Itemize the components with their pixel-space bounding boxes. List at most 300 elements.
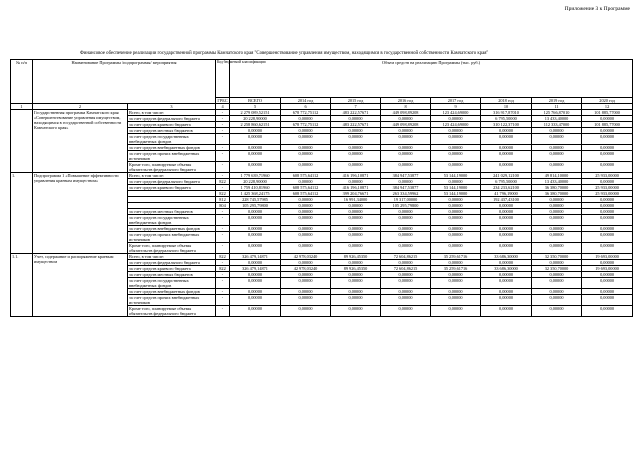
header-year: 2017 год xyxy=(431,98,481,104)
year-amount: 0,00000 xyxy=(582,215,633,226)
year-amount: 0,00000 xyxy=(431,295,481,306)
year-amount: 0,00000 xyxy=(381,289,431,295)
grbs-code: - xyxy=(216,162,230,173)
year-amount: 89 926,45350 xyxy=(331,266,381,272)
total-amount: 0,00000 xyxy=(230,162,281,173)
total-amount: 0,00000 xyxy=(230,215,281,226)
year-amount: 384 947,53877 xyxy=(381,185,431,191)
funding-source: Всего, в том числе: xyxy=(128,173,216,179)
year-amount: 0,00000 xyxy=(532,162,582,173)
funding-source: Кроме того, планируемые объемы обязательств федерального бюджета xyxy=(128,306,216,317)
column-index: 12 xyxy=(582,104,633,110)
funding-source: за счет средств краевого бюджета xyxy=(128,266,216,272)
year-amount: 0,00000 xyxy=(331,209,381,215)
total-amount: 326 479,14871 xyxy=(230,254,281,260)
column-index: 9 xyxy=(431,104,481,110)
year-amount: 0,00000 xyxy=(532,128,582,134)
year-amount: 608 575,64112 xyxy=(281,185,331,191)
year-amount: 0,00000 xyxy=(431,179,481,185)
year-amount: 0,00000 xyxy=(481,243,532,254)
year-amount: 0,00000 xyxy=(281,203,331,209)
year-amount: 608 575,64112 xyxy=(281,191,331,197)
year-amount: 0,00000 xyxy=(431,226,481,232)
year-amount: 42 978,03240 xyxy=(281,266,331,272)
year-amount: 0,00000 xyxy=(532,197,582,203)
grbs-code: - xyxy=(216,260,230,266)
year-amount: 72 604,86215 xyxy=(381,266,431,272)
year-amount: 0,00000 xyxy=(281,306,331,317)
year-amount: 0,00000 xyxy=(582,128,633,134)
year-amount: 0,00000 xyxy=(582,232,633,243)
year-amount: 53 144,19000 xyxy=(431,185,481,191)
total-amount: 0,00000 xyxy=(230,243,281,254)
year-amount: 0,00000 xyxy=(281,128,331,134)
funding-source: за счет средств федерального бюджета xyxy=(128,179,216,185)
year-amount: 0,00000 xyxy=(582,197,633,203)
row-number: 1. xyxy=(11,173,33,254)
year-amount: 0,00000 xyxy=(431,162,481,173)
header-year: 2015 год xyxy=(331,98,381,104)
year-amount: 0,00000 xyxy=(532,243,582,254)
total-amount: 1 425 368,24175 xyxy=(230,191,281,197)
year-amount: 0,00000 xyxy=(532,295,582,306)
year-amount: 0,00000 xyxy=(281,162,331,173)
year-amount: 0,00000 xyxy=(431,134,481,145)
year-amount: 0,00000 xyxy=(582,295,633,306)
year-amount: 0,00000 xyxy=(481,306,532,317)
funding-source: Всего, в том числе: xyxy=(128,110,216,116)
grbs-code: - xyxy=(216,295,230,306)
year-amount: 0,00000 xyxy=(582,162,633,173)
document-title: Финансовое обеспечение реализации государственной программы Камчатского края "Совершенствование управления имуществом, находящимся в государственной собственности Камчатского края" xyxy=(80,51,489,56)
header-name: Наименование Программы /подпрограммы/ мероприятия xyxy=(33,60,216,104)
column-index: 7 xyxy=(331,104,381,110)
year-amount: 0,00000 xyxy=(381,306,431,317)
header-num: № п/п xyxy=(11,60,33,104)
year-amount: 0,00000 xyxy=(582,179,633,185)
grbs-code: - xyxy=(216,278,230,289)
funding-source: за счет средств государственных внебюджетных фондов xyxy=(128,134,216,145)
funding-source: за счет средств местных бюджетов xyxy=(128,272,216,278)
funding-source: за счет средств внебюджетных фондов xyxy=(128,289,216,295)
year-amount: 0,00000 xyxy=(381,151,431,162)
column-index: 11 xyxy=(532,104,582,110)
year-amount: 0,00000 xyxy=(481,151,532,162)
year-amount: 0,00000 xyxy=(582,260,633,266)
funding-source: за счет средств федерального бюджета xyxy=(128,260,216,266)
year-amount: 483 222,57671 xyxy=(331,110,381,116)
grbs-code: - xyxy=(216,122,230,128)
year-amount: 0,00000 xyxy=(532,289,582,295)
year-amount: 0,00000 xyxy=(431,116,481,122)
year-amount: 0,00000 xyxy=(582,145,633,151)
year-amount: 0,00000 xyxy=(582,134,633,145)
year-amount: 125 766,87010 xyxy=(532,110,582,116)
header-code: Код бюджетной классификации xyxy=(216,60,230,98)
row-number xyxy=(11,110,33,173)
grbs-code: - xyxy=(216,128,230,134)
year-amount: 0,00000 xyxy=(281,295,331,306)
year-amount: 0,00000 xyxy=(281,179,331,185)
header-volume: Объем средств на реализацию Программы (тыс. руб.) xyxy=(230,60,633,98)
year-amount: 0,00000 xyxy=(481,295,532,306)
year-amount: 0,00000 xyxy=(532,151,582,162)
year-amount: 0,00000 xyxy=(381,232,431,243)
year-amount: 32 350,70000 xyxy=(532,266,582,272)
year-amount: 49 814,10000 xyxy=(532,173,582,179)
year-amount: 0,00000 xyxy=(381,243,431,254)
grbs-code: - xyxy=(216,110,230,116)
year-amount: 0,00000 xyxy=(381,278,431,289)
year-amount: 0,00000 xyxy=(331,215,381,226)
year-amount: 0,00000 xyxy=(481,215,532,226)
year-amount: 0,00000 xyxy=(381,128,431,134)
year-amount: 0,00000 xyxy=(381,209,431,215)
total-amount: 105 295,79800 xyxy=(230,203,281,209)
grbs-code: 822 xyxy=(216,254,230,260)
year-amount: 0,00000 xyxy=(431,209,481,215)
year-amount: 0,00000 xyxy=(582,203,633,209)
total-amount: 0,00000 xyxy=(230,145,281,151)
year-amount: 0,00000 xyxy=(582,209,633,215)
funding-source: за счет средств внебюджетных фондов xyxy=(128,226,216,232)
year-amount: 263 334,59962 xyxy=(381,191,431,197)
year-amount: 89 926,45350 xyxy=(331,254,381,260)
year-amount: 0,00000 xyxy=(582,226,633,232)
header-year: 2020 год xyxy=(582,98,633,104)
year-amount: 53 144,19000 xyxy=(431,191,481,197)
grbs-code: - xyxy=(216,173,230,179)
year-amount: 0,00000 xyxy=(381,179,431,185)
year-amount: 0,00000 xyxy=(331,295,381,306)
year-amount: 33 686,30000 xyxy=(481,266,532,272)
year-amount: 53 144,19000 xyxy=(431,173,481,179)
grbs-code: 812 xyxy=(216,197,230,203)
year-amount: 241 029,12100 xyxy=(481,173,532,179)
year-amount: 449 098,89208 xyxy=(381,110,431,116)
funding-source: за счет средств прочих внебюджетных источников xyxy=(128,151,216,162)
year-amount: 35 259,61716 xyxy=(431,254,481,260)
grbs-code: - xyxy=(216,151,230,162)
year-amount: 0,00000 xyxy=(532,226,582,232)
program-name: Подпрограмма 1 «Повышение эффективности управления краевым имуществом» xyxy=(33,173,128,254)
header-year: 2014 год xyxy=(281,98,331,104)
year-amount: 234 233,62100 xyxy=(481,185,532,191)
year-amount: 192 437,43100 xyxy=(481,197,532,203)
year-amount: 0,00000 xyxy=(381,145,431,151)
year-amount: 678 772,75112 xyxy=(281,110,331,116)
year-amount: 0,00000 xyxy=(331,278,381,289)
year-amount: 0,00000 xyxy=(481,278,532,289)
year-amount: 0,00000 xyxy=(532,306,582,317)
year-amount: 416 196,10871 xyxy=(331,185,381,191)
year-amount: 0,00000 xyxy=(431,289,481,295)
column-index: 8 xyxy=(381,104,431,110)
year-amount: 0,00000 xyxy=(481,209,532,215)
year-amount: 101 885,77000 xyxy=(582,122,633,128)
year-amount: 0,00000 xyxy=(481,272,532,278)
year-amount: 0,00000 xyxy=(281,215,331,226)
year-amount: 0,00000 xyxy=(481,232,532,243)
total-amount: 0,00000 xyxy=(230,151,281,162)
year-amount: 16 991,34000 xyxy=(331,197,381,203)
funding-source: за счет средств внебюджетных фондов xyxy=(128,145,216,151)
column-index: 3 xyxy=(128,104,216,110)
total-amount: 20 228,90000 xyxy=(230,179,281,185)
year-amount: 316 917,87010 xyxy=(481,110,532,116)
year-amount: 0,00000 xyxy=(481,226,532,232)
grbs-code: - xyxy=(216,185,230,191)
year-amount: 0,00000 xyxy=(582,306,633,317)
year-amount: 0,00000 xyxy=(532,232,582,243)
year-amount: 0,00000 xyxy=(431,243,481,254)
year-amount: 25 933,00000 xyxy=(582,173,633,179)
year-amount: 0,00000 xyxy=(331,306,381,317)
year-amount: 0,00000 xyxy=(431,203,481,209)
grbs-code: - xyxy=(216,272,230,278)
funding-source: Всего, в том числе: xyxy=(128,254,216,260)
total-amount: 20 228,90000 xyxy=(230,116,281,122)
year-amount: 0,00000 xyxy=(281,260,331,266)
year-amount: 0,00000 xyxy=(281,243,331,254)
grbs-code: - xyxy=(216,243,230,254)
grbs-code: - xyxy=(216,209,230,215)
grbs-code: 822 xyxy=(216,266,230,272)
year-amount: 0,00000 xyxy=(331,203,381,209)
funding-source: за счет средств государственных внебюджетных фондов xyxy=(128,278,216,289)
grbs-code: - xyxy=(216,116,230,122)
year-amount: 0,00000 xyxy=(431,215,481,226)
row-number: 1.1. xyxy=(11,254,33,317)
funding-source: за счет средств краевого бюджета xyxy=(128,185,216,191)
program-name: Учет, содержание и распоряжение краевым имуществом xyxy=(33,254,128,317)
funding-source: за счет средств прочих внебюджетных источников xyxy=(128,295,216,306)
year-amount: 0,00000 xyxy=(481,145,532,151)
year-amount: 32 350,70000 xyxy=(532,254,582,260)
year-amount: 0,00000 xyxy=(481,289,532,295)
funding-source: за счет средств государственных внебюджетных фондов xyxy=(128,215,216,226)
funding-source: за счет средств краевого бюджета xyxy=(128,122,216,128)
year-amount: 0,00000 xyxy=(281,151,331,162)
year-amount: 0,00000 xyxy=(431,232,481,243)
year-amount: 483 222,57671 xyxy=(331,122,381,128)
year-amount: 0,00000 xyxy=(582,289,633,295)
financing-table xyxy=(10,59,633,317)
year-amount: 0,00000 xyxy=(481,134,532,145)
year-amount: 0,00000 xyxy=(331,260,381,266)
funding-source: за счет средств местных бюджетов xyxy=(128,209,216,215)
grbs-code: 822 xyxy=(216,191,230,197)
year-amount: 0,00000 xyxy=(281,209,331,215)
year-amount: 0,00000 xyxy=(481,260,532,266)
year-amount: 0,00000 xyxy=(532,134,582,145)
year-amount: 105 295,79800 xyxy=(381,203,431,209)
header-year: 2016 год xyxy=(381,98,431,104)
year-amount: 0,00000 xyxy=(281,134,331,145)
total-amount: 0,00000 xyxy=(230,260,281,266)
year-amount: 608 575,64112 xyxy=(281,173,331,179)
grbs-code: - xyxy=(216,134,230,145)
year-amount: 33 686,30000 xyxy=(481,254,532,260)
funding-source: за счет средств прочих внебюджетных источников xyxy=(128,232,216,243)
year-amount: 0,00000 xyxy=(582,116,633,122)
header-grbs: ГРБС xyxy=(217,98,228,103)
year-amount: 0,00000 xyxy=(582,243,633,254)
year-amount: 42 978,03240 xyxy=(281,254,331,260)
grbs-code: - xyxy=(216,145,230,151)
header-total: ВСЕГО xyxy=(230,98,281,104)
year-amount: 0,00000 xyxy=(381,162,431,173)
total-amount: 1 779 639,71960 xyxy=(230,173,281,179)
year-amount: 25 933,00000 xyxy=(582,185,633,191)
grbs-code: - xyxy=(216,306,230,317)
funding-source: за счет средств федерального бюджета xyxy=(128,116,216,122)
year-amount: 0,00000 xyxy=(331,179,381,185)
year-amount: 101 885,77000 xyxy=(582,110,633,116)
total-amount: 2 279 089,52151 xyxy=(230,110,281,116)
year-amount: 0,00000 xyxy=(281,226,331,232)
total-amount: 0,00000 xyxy=(230,226,281,232)
year-amount: 0,00000 xyxy=(381,295,431,306)
year-amount: 112 333,47000 xyxy=(532,122,582,128)
column-index: 10 xyxy=(481,104,532,110)
year-amount: 0,00000 xyxy=(281,232,331,243)
year-amount: 13 433,40000 xyxy=(532,179,582,185)
year-amount: 25 933,00000 xyxy=(582,191,633,197)
year-amount: 0,00000 xyxy=(281,272,331,278)
total-amount: 2 258 860,62151 xyxy=(230,122,281,128)
year-amount: 416 196,10871 xyxy=(331,173,381,179)
total-amount: 0,00000 xyxy=(230,295,281,306)
year-amount: 0,00000 xyxy=(281,145,331,151)
appendix-note: Приложение 3 к Программе xyxy=(564,6,630,12)
year-amount: 0,00000 xyxy=(281,278,331,289)
year-amount: 123 424,69000 xyxy=(431,110,481,116)
total-amount: 0,00000 xyxy=(230,306,281,317)
year-amount: 36 380,70000 xyxy=(532,191,582,197)
total-amount: 1 759 410,81960 xyxy=(230,185,281,191)
year-amount: 0,00000 xyxy=(381,226,431,232)
year-amount: 0,00000 xyxy=(381,116,431,122)
year-amount: 6 795,50000 xyxy=(481,179,532,185)
year-amount: 0,00000 xyxy=(331,162,381,173)
year-amount: 0,00000 xyxy=(331,272,381,278)
total-amount: 326 479,14871 xyxy=(230,266,281,272)
total-amount: 0,00000 xyxy=(230,289,281,295)
year-amount: 0,00000 xyxy=(431,151,481,162)
year-amount: 19 693,00000 xyxy=(582,266,633,272)
year-amount: 0,00000 xyxy=(532,203,582,209)
year-amount: 0,00000 xyxy=(481,162,532,173)
column-index: 6 xyxy=(281,104,331,110)
total-amount: 0,00000 xyxy=(230,128,281,134)
year-amount: 0,00000 xyxy=(331,151,381,162)
column-index: 1 xyxy=(11,104,33,110)
year-amount: 0,00000 xyxy=(431,306,481,317)
funding-source: Кроме того, планируемые объемы обязательств федерального бюджета xyxy=(128,243,216,254)
year-amount: 0,00000 xyxy=(582,272,633,278)
year-amount: 0,00000 xyxy=(431,272,481,278)
year-amount: 0,00000 xyxy=(331,145,381,151)
grbs-code: - xyxy=(216,226,230,232)
total-amount: 0,00000 xyxy=(230,278,281,289)
year-amount: 0,00000 xyxy=(381,272,431,278)
year-amount: 41 796,19000 xyxy=(481,191,532,197)
grbs-code: 804 xyxy=(216,203,230,209)
year-amount: 399 204,76671 xyxy=(331,191,381,197)
year-amount: 6 795,50000 xyxy=(481,116,532,122)
year-amount: 0,00000 xyxy=(381,260,431,266)
grbs-code: 822 xyxy=(216,179,230,185)
year-amount: 0,00000 xyxy=(331,243,381,254)
year-amount: 72 604,86215 xyxy=(381,254,431,260)
year-amount: 19 317,00000 xyxy=(381,197,431,203)
year-amount: 449 098,89208 xyxy=(381,122,431,128)
year-amount: 0,00000 xyxy=(331,128,381,134)
year-amount: 0,00000 xyxy=(431,197,481,203)
year-amount: 0,00000 xyxy=(532,215,582,226)
year-amount: 0,00000 xyxy=(582,278,633,289)
program-name: Государственная программа Камчатского края «Совершенствование управления имуществом, находящимся в государственной собственности Камчатского края» xyxy=(33,110,128,173)
year-amount: 0,00000 xyxy=(331,232,381,243)
year-amount: 35 259,61716 xyxy=(431,266,481,272)
year-amount: 0,00000 xyxy=(532,272,582,278)
total-amount: 0,00000 xyxy=(230,209,281,215)
year-amount: 36 380,70000 xyxy=(532,185,582,191)
year-amount: 0,00000 xyxy=(431,278,481,289)
table-body xyxy=(11,110,633,317)
year-amount: 0,00000 xyxy=(381,134,431,145)
column-index: 4 xyxy=(216,104,230,110)
total-amount: 0,00000 xyxy=(230,134,281,145)
total-amount: 0,00000 xyxy=(230,272,281,278)
grbs-code: - xyxy=(216,232,230,243)
year-amount: 0,00000 xyxy=(281,197,331,203)
header-year: 2018 год xyxy=(481,98,532,104)
year-amount: 0,00000 xyxy=(331,226,381,232)
year-amount: 13 433,40000 xyxy=(532,116,582,122)
year-amount: 19 693,00000 xyxy=(582,254,633,260)
total-amount: 0,00000 xyxy=(230,232,281,243)
year-amount: 0,00000 xyxy=(481,128,532,134)
column-index: 5 xyxy=(230,104,281,110)
year-amount: 0,00000 xyxy=(431,260,481,266)
funding-source: Кроме того, планируемые объемы обязательств федерального бюджета xyxy=(128,162,216,173)
year-amount: 0,00000 xyxy=(431,145,481,151)
year-amount: 0,00000 xyxy=(532,145,582,151)
year-amount: 0,00000 xyxy=(532,209,582,215)
year-amount: 0,00000 xyxy=(331,116,381,122)
year-amount: 0,00000 xyxy=(331,134,381,145)
year-amount: 0,00000 xyxy=(582,151,633,162)
year-amount: 0,00000 xyxy=(331,289,381,295)
total-amount: 228 745,57985 xyxy=(230,197,281,203)
year-amount: 0,00000 xyxy=(431,128,481,134)
grbs-code: - xyxy=(216,215,230,226)
year-amount: 384 947,53877 xyxy=(381,173,431,179)
year-amount: 123 424,69000 xyxy=(431,122,481,128)
year-amount: 0,00000 xyxy=(281,289,331,295)
year-amount: 678 772,75112 xyxy=(281,122,331,128)
grbs-code: - xyxy=(216,289,230,295)
header-year: 2019 год xyxy=(532,98,582,104)
year-amount: 0,00000 xyxy=(481,203,532,209)
column-index: 2 xyxy=(33,104,128,110)
funding-source: за счет средств местных бюджетов xyxy=(128,128,216,134)
year-amount: 0,00000 xyxy=(532,260,582,266)
year-amount: 0,00000 xyxy=(281,116,331,122)
year-amount: 0,00000 xyxy=(532,278,582,289)
